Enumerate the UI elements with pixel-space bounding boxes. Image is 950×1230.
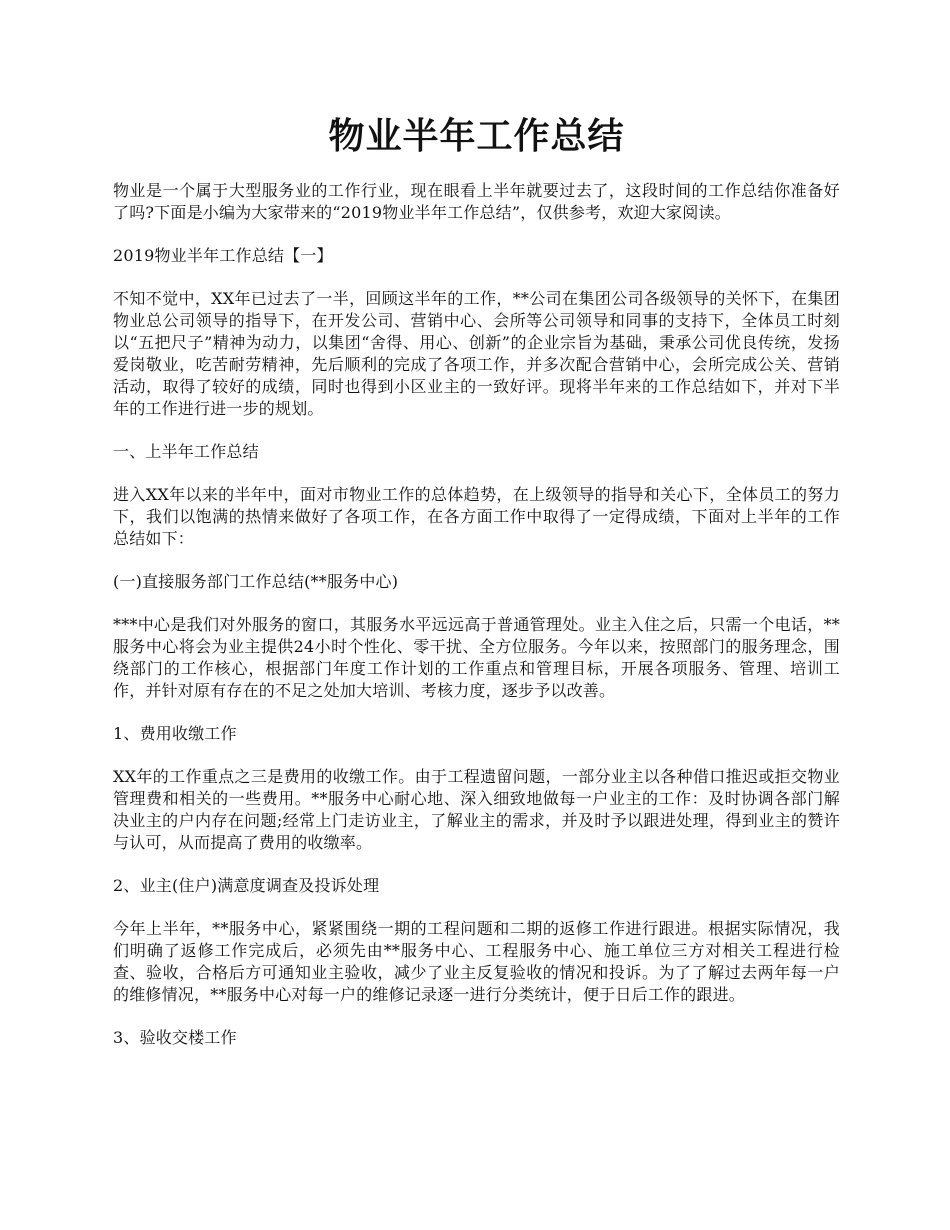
body-paragraph-service-center: ***中心是我们对外服务的窗口，其服务水平远远高于普通管理处。业主入住之后，只需一个电话，**服务中心将会为业主提供24小时个性化、零干扰、全方位服务。今年以来，按照部门的服务理念，围绕部门的工作核心，根据部门年度工作计划的工作重点和管理目标，开展各项服务、管理、培训工作，并针对原有存在的不足之处加大培训、考核力度，逐步予以改善。 xyxy=(113,615,840,700)
body-paragraph-overview: 不知不觉中，XX年已过去了一半，回顾这半年的工作，**公司在集团公司各级领导的关怀下，在集团物业总公司领导的指导下，在开发公司、营销中心、会所等公司领导和同事的支持下，全体员工时刻以“五把尺子”精神为动力，以集团“舍得、用心、创新”的企业宗旨为基础，秉承公司优良传统，发扬爱岗敬业，吃苦耐劳精神，先后顺利的完成了各项工作，并多次配合营销中心，会所完成公关、营销活动，取得了较好的成绩，同时也得到小区业主的一致好评。现将半年来的工作总结如下，并对下半年的工作进行进一步的规划。 xyxy=(113,289,840,418)
intro-paragraph: 物业是一个属于大型服务业的工作行业，现在眼看上半年就要过去了，这段时间的工作总结你准备好了吗?下面是小编为大家带来的“2019物业半年工作总结”，仅供参考，欢迎大家阅读。 xyxy=(113,181,840,222)
item-heading-satisfaction-survey: 2、业主(住户)满意度调查及投诉处理 xyxy=(113,876,380,895)
item-heading-fee-collection: 1、费用收缴工作 xyxy=(113,724,237,743)
section-heading-summary-one: 2019物业半年工作总结【一】 xyxy=(113,246,333,265)
body-paragraph-satisfaction-survey: 今年上半年，**服务中心，紧紧围绕一期的工程问题和二期的返修工作进行跟进。根据实际情况，我们明确了返修工作完成后，必须先由**服务中心、工程服务中心、施工单位三方对相关工程进行检查、验收，合格后方可通知业主验收，减少了业主反复验收的情况和投诉。为了了解过去两年每一户的维修情况，**服务中心对每一户的维修记录逐一进行分类统计，便于日后工作的跟进。 xyxy=(113,919,840,1004)
document-title: 物业半年工作总结 xyxy=(328,115,625,157)
body-paragraph-fee-collection: XX年的工作重点之三是费用的收缴工作。由于工程遗留问题，一部分业主以各种借口推迟或拒交物业管理费和相关的一些费用。**服务中心耐心地、深入细致地做每一户业主的工作：及时协调各部门解决业主的户内存在问题;经常上门走访业主，了解业主的需求，并及时予以跟进处理，得到业主的赞许与认可，从而提高了费用的收缴率。 xyxy=(113,767,840,852)
section-heading-first-half: 一、上半年工作总结 xyxy=(113,442,259,461)
body-paragraph-first-half: 进入XX年以来的半年中，面对市物业工作的总体趋势，在上级领导的指导和关心下，全体员工的努力下，我们以饱满的热情来做好了各项工作，在各方面工作中取得了一定得成绩，下面对上半年的工作总结如下： xyxy=(113,485,840,548)
item-heading-handover: 3、验收交楼工作 xyxy=(113,1028,237,1047)
subsection-heading-service-center: (一)直接服务部门工作总结(**服务中心) xyxy=(113,572,399,591)
document-page xyxy=(113,112,840,1070)
